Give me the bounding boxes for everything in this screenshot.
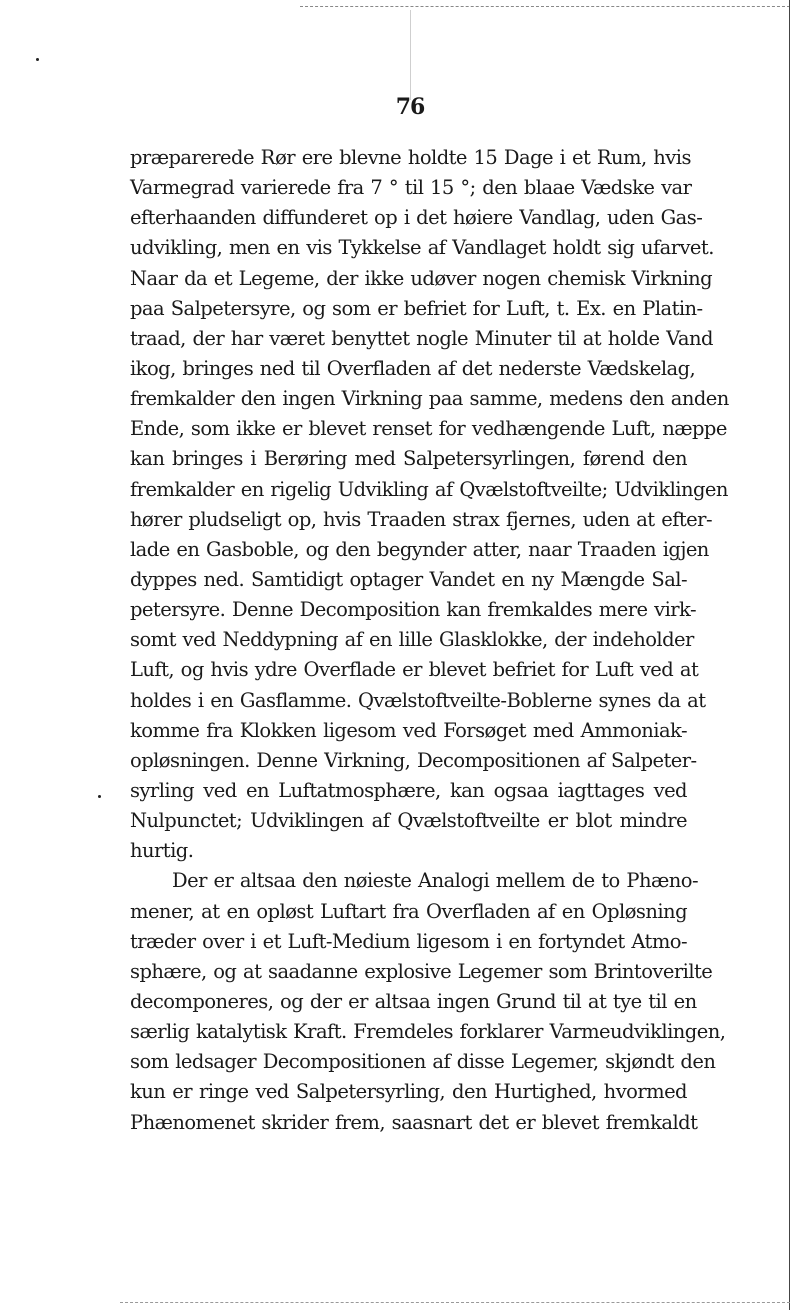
scan-edge-top xyxy=(300,6,790,8)
scan-speck xyxy=(36,58,39,61)
text-line: syrling ved en Luftatmosphære, kan ogsaa iagttages ved xyxy=(130,778,687,802)
text-line: Phænomenet skrider frem, saasnart det er blevet fremkaldt xyxy=(130,1110,698,1134)
text-line: somt ved Neddypning af en lille Glasklokke, der indeholder xyxy=(130,628,694,652)
text-line: efterhaanden diffunderet op i det høiere Vandlag, uden Gas- xyxy=(130,206,703,230)
text-line: hører pludseligt op, hvis Traaden strax fjernes, uden at efter- xyxy=(130,507,712,531)
scan-edge-right xyxy=(789,0,790,1310)
text-line: som ledsager Decompositionen af disse Legemer, skjøndt den xyxy=(130,1050,716,1074)
text-line: Ende, som ikke er blevet renset for vedhængende Luft, næppe xyxy=(130,417,727,441)
page-number: 76 xyxy=(395,94,425,120)
text-line: komme fra Klokken ligesom ved Forsøget med Ammoniak- xyxy=(130,718,687,742)
text-line: kan bringes i Berøring med Salpetersyrlingen, førend den xyxy=(130,447,687,471)
text-line: Naar da et Legeme, der ikke udøver nogen chemisk Virkning xyxy=(130,266,713,290)
text-line: opløsningen. Denne Virkning, Decompositionen af Salpeter- xyxy=(130,748,697,772)
text-line: sphære, og at saadanne explosive Legemer som Brintoverilte xyxy=(130,959,713,983)
text-line: dyppes ned. Samtidigt optager Vandet en ny Mængde Sal- xyxy=(130,567,687,591)
text-line: træder over i et Luft-Medium ligesom i en fortyndet Atmo- xyxy=(130,929,687,953)
text-line: Varmegrad varierede fra 7 ° til 15 °; den blaae Vædske var xyxy=(130,176,692,200)
gutter-shadow xyxy=(410,10,411,100)
text-line: ikog, bringes ned til Overfladen af det nederste Vædskelag, xyxy=(130,356,696,380)
text-line: kun er ringe ved Salpetersyrling, den Hurtighed, hvormed xyxy=(130,1080,687,1104)
paragraph-end-line: hurtig. xyxy=(130,839,194,863)
scan-speck xyxy=(98,795,101,798)
text-line: holdes i en Gasflamme. Qvælstoftveilte-Boblerne synes da at xyxy=(130,688,706,712)
text-line: decomponeres, og der er altsaa ingen Grund til at tye til en xyxy=(130,989,697,1013)
paragraph-start-line: Der er altsaa den nøieste Analogi mellem de to Phæno- xyxy=(172,869,698,893)
text-line: særlig katalytisk Kraft. Fremdeles forklarer Varmeudviklingen, xyxy=(130,1020,726,1044)
text-line: præparerede Rør ere blevne holdte 15 Dage i et Rum, hvis xyxy=(130,146,691,169)
text-line: fremkalder en rigelig Udvikling af Qvælstoftveilte; Udviklingen xyxy=(130,477,728,501)
text-line: Luft, og hvis ydre Overflade er blevet befriet for Luft ved at xyxy=(130,658,699,682)
text-line: paa Salpetersyre, og som er befriet for Luft, t. Ex. en Platin- xyxy=(130,296,703,320)
body-text xyxy=(130,143,729,1138)
text-line: Nulpunctet; Udviklingen af Qvælstoftveilte er blot mindre xyxy=(130,809,687,833)
text-line: mener, at en opløst Luftart fra Overfladen af en Opløsning xyxy=(130,899,687,923)
text-line: lade en Gasboble, og den begynder atter, naar Traaden igjen xyxy=(130,537,709,561)
scan-edge-bottom xyxy=(120,1302,790,1304)
text-line: fremkalder den ingen Virkning paa samme, medens den anden xyxy=(130,387,729,411)
text-line: petersyre. Denne Decomposition kan fremkaldes mere virk- xyxy=(130,598,696,622)
text-line: udvikling, men en vis Tykkelse af Vandlaget holdt sig ufarvet. xyxy=(130,236,714,260)
text-line: traad, der har været benyttet nogle Minuter til at holde Vand xyxy=(130,326,713,350)
